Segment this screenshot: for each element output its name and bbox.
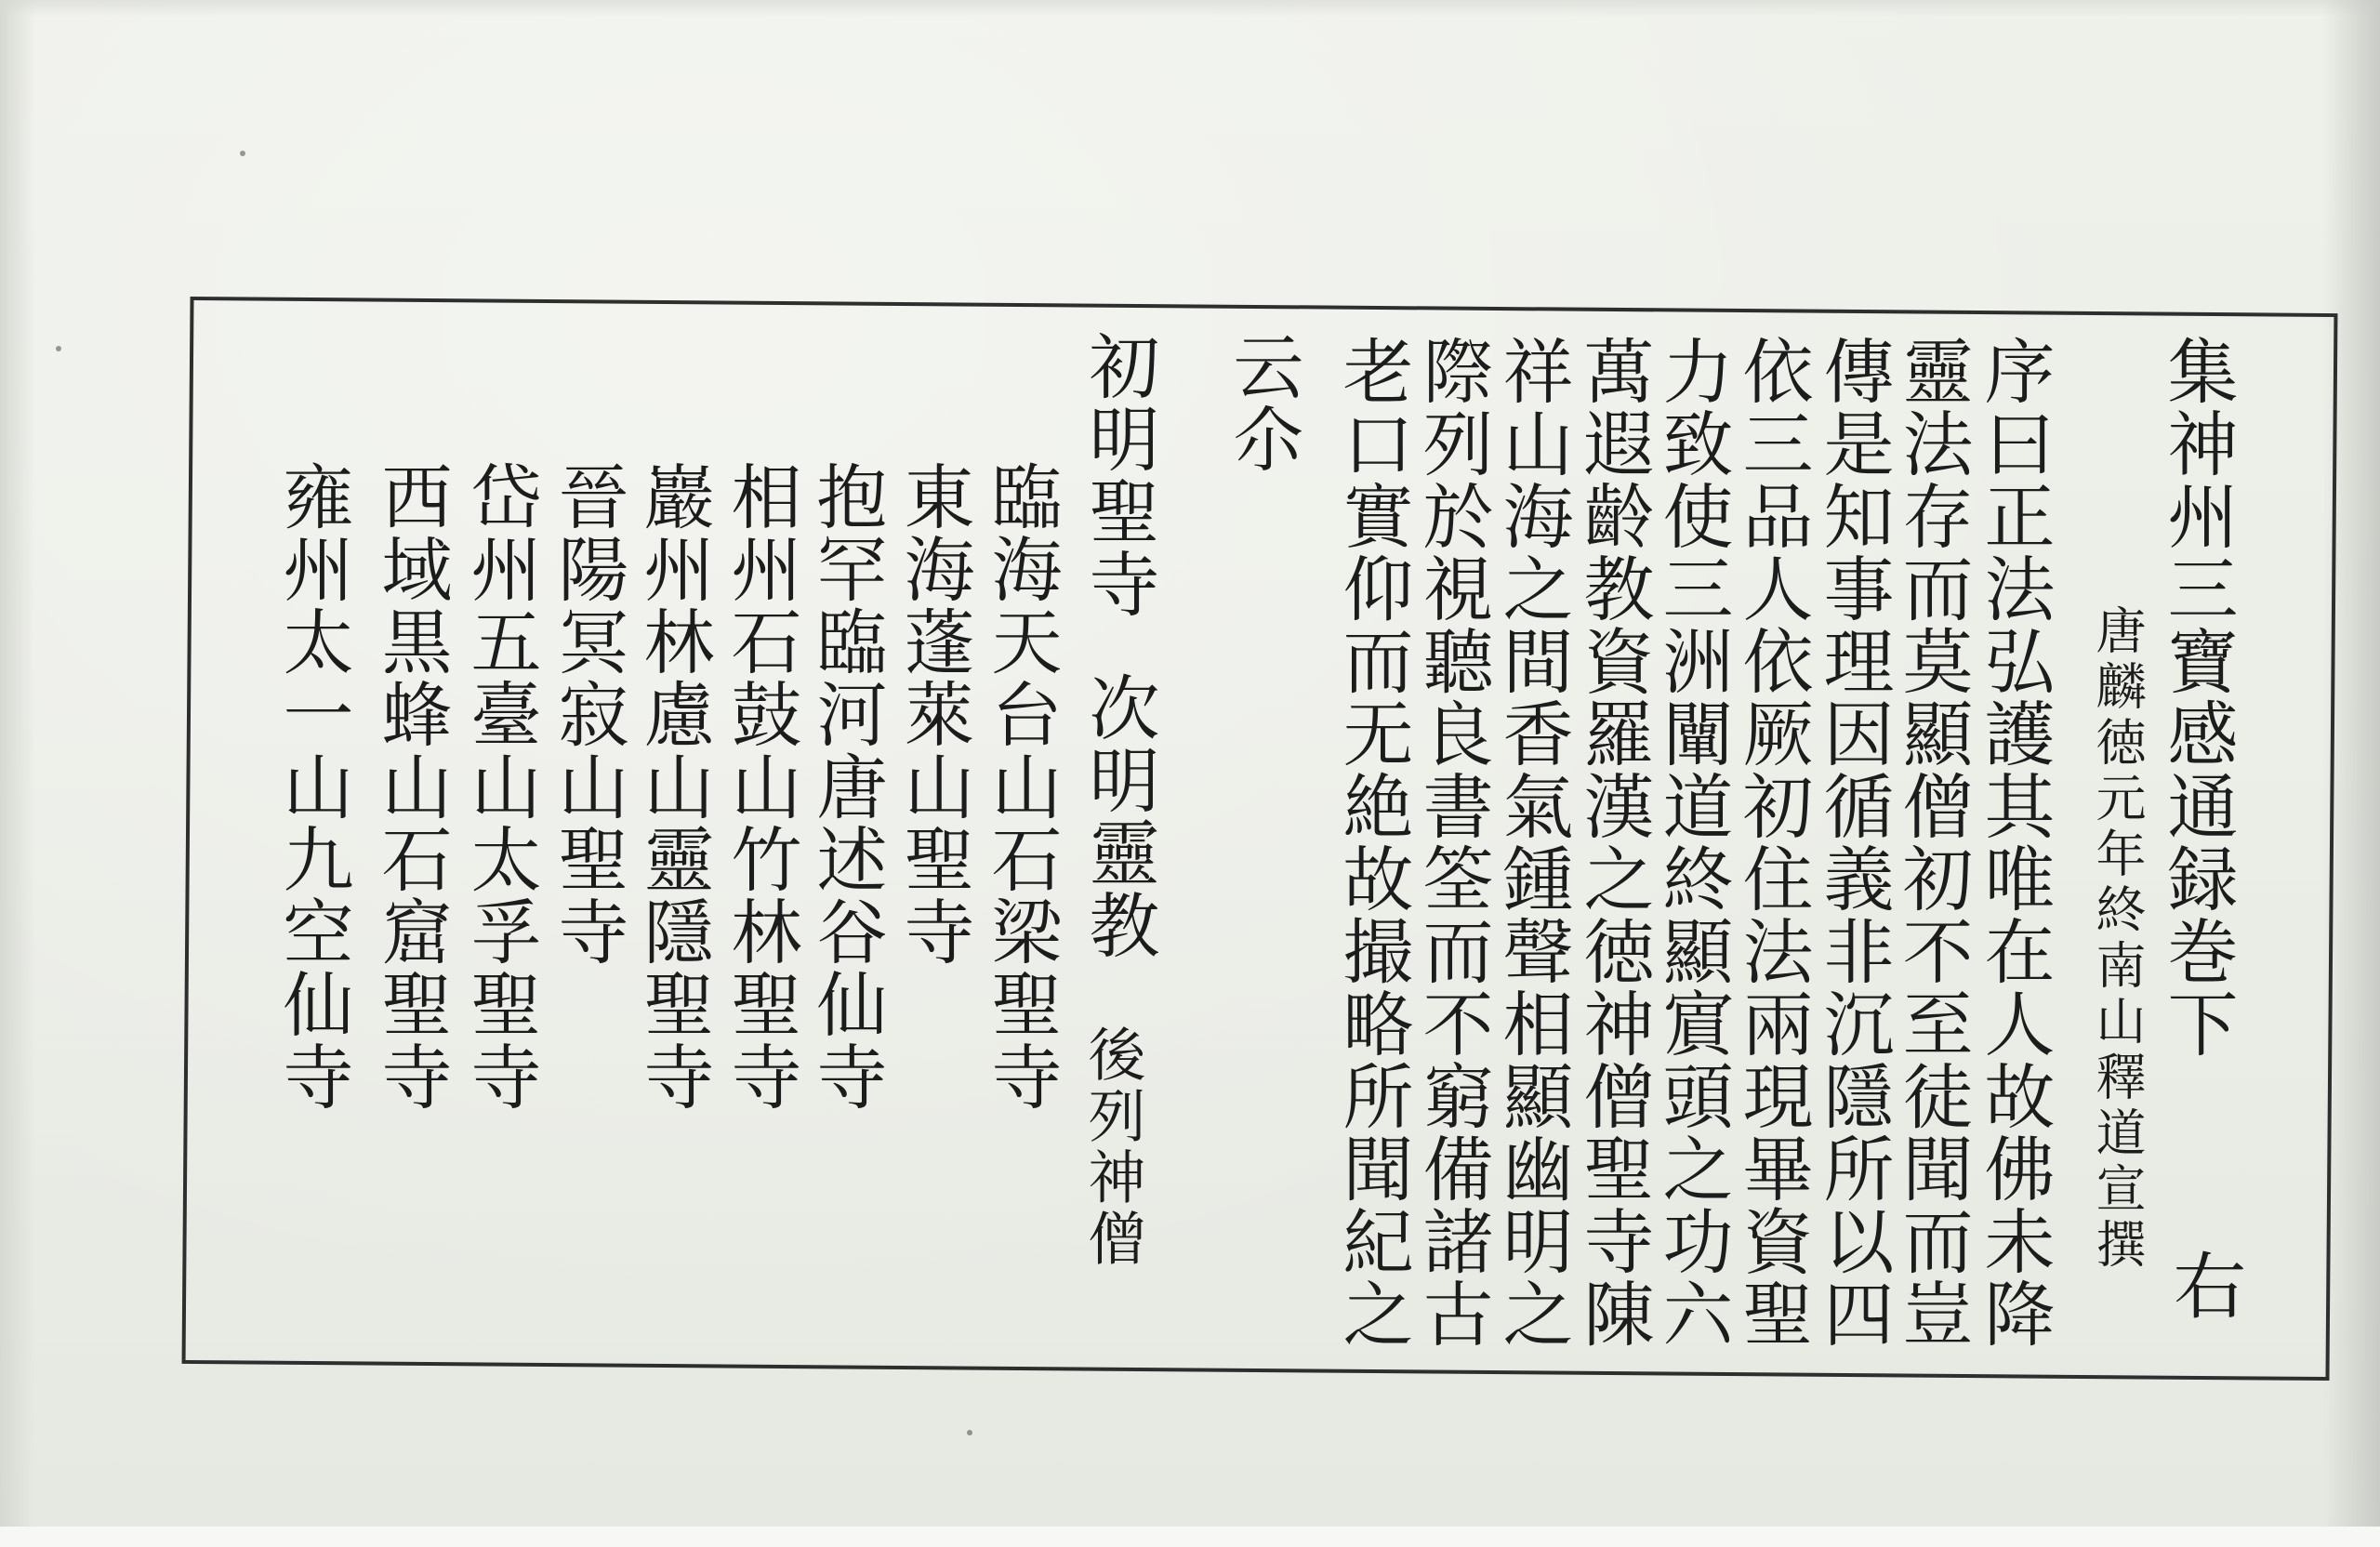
preface-line-7: 祥山海之間香氣鍾聲相顯幽明之	[1491, 335, 1574, 1350]
temple-5: 巖州林慮山靈隱聖寺	[632, 460, 715, 1113]
document-title: 集神州三寶感通録巻下	[2156, 335, 2239, 1060]
toc-heading: 初明聖寺	[1078, 330, 1160, 620]
ink-speck	[967, 1430, 972, 1435]
preface-line-8: 際列於視聽良書筌而不窮備諸古	[1411, 335, 1494, 1350]
toc-second: 次明靈教	[1078, 671, 1160, 961]
ink-speck	[240, 151, 245, 156]
page-left-edge	[0, 0, 35, 1547]
temple-6: 晉陽冥寂山聖寺	[547, 460, 629, 968]
preface-line-9: 老口實仰而无絶故撮略所聞紀之	[1331, 335, 1414, 1350]
margin-mark: 右	[2174, 1246, 2247, 1329]
temple-3: 抱罕臨河唐述谷仙寺	[805, 460, 888, 1113]
temple-2: 東海蓬萊山聖寺	[892, 460, 975, 968]
preface-line-4: 依三品人依厥初住法兩現畢資聖	[1731, 335, 1814, 1350]
temple-8: 西域黒蜂山石窟聖寺	[370, 460, 453, 1113]
temple-7: 岱州五臺山太孚聖寺	[459, 460, 542, 1113]
author-line: 唐麟徳元年終南山釋道宣撰	[2088, 604, 2147, 1274]
page-top-edge	[0, 0, 2380, 17]
preface-line-1: 序曰正法弘護其唯在人故佛未降	[1973, 335, 2056, 1350]
temple-4: 相州石鼓山竹林聖寺	[720, 460, 802, 1113]
temple-9: 雍州太一山九空仙寺	[271, 460, 354, 1113]
page-bottom-edge	[0, 1527, 2380, 1547]
preface-line-5: 力致使三洲闡道終顯賔頭之功六	[1651, 335, 1734, 1350]
preface-line-3: 傳是知事理因循義非沉隱所以四	[1812, 335, 1895, 1350]
preface-line-6: 萬遐齡教資羅漢之徳神僧聖寺陳	[1572, 335, 1655, 1350]
toc-third: 後列神僧	[1078, 1025, 1146, 1270]
temple-1: 臨海天台山石梁聖寺	[980, 460, 1063, 1113]
ink-speck	[56, 346, 61, 351]
preface-line-10: 云尒	[1222, 330, 1304, 475]
preface-line-2: 靈法存而莫顯僧初不至徒聞而豈	[1891, 335, 1974, 1350]
